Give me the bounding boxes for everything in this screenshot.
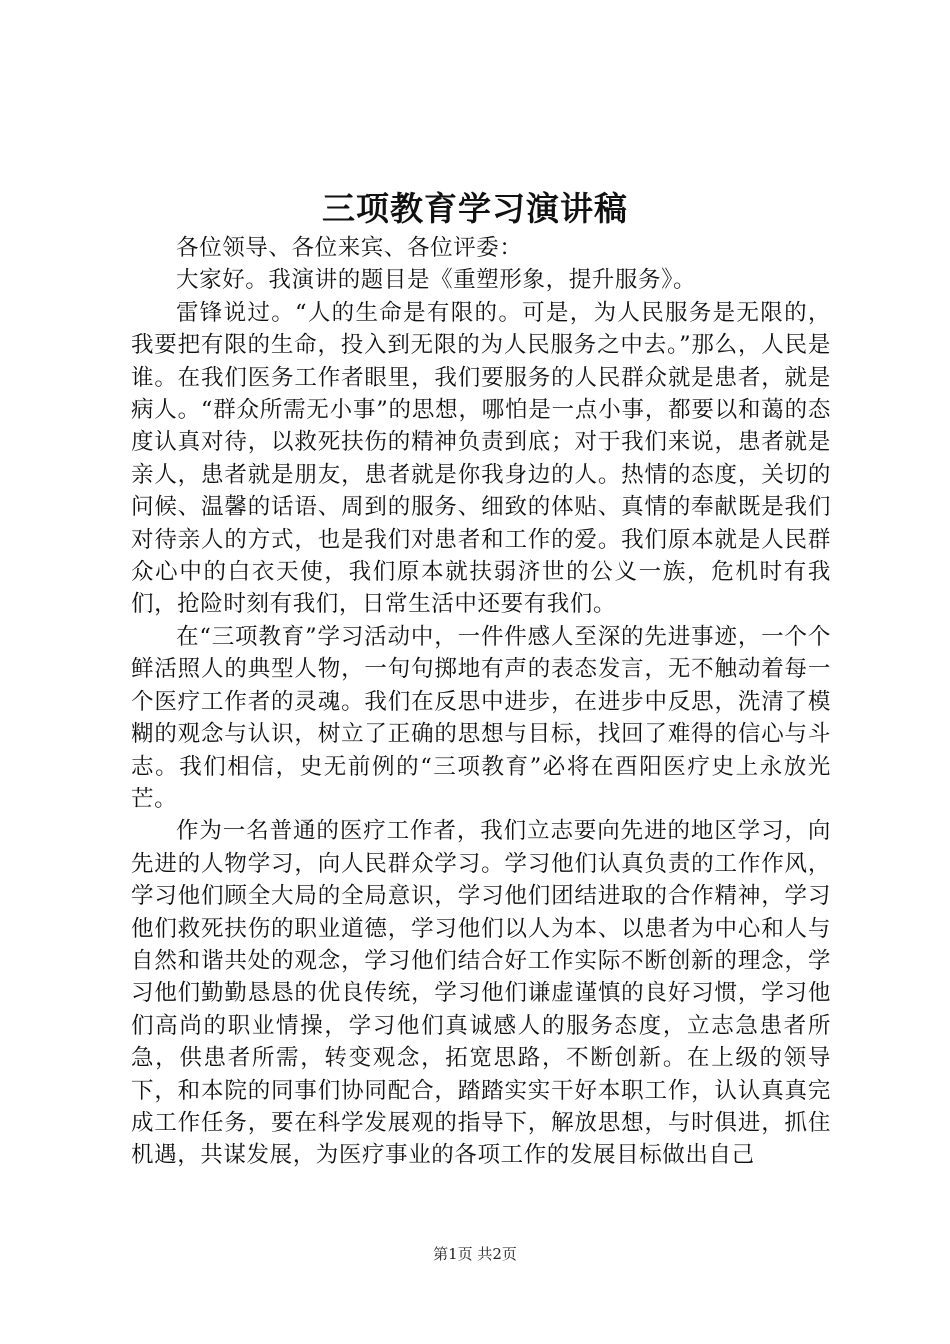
- paragraph-salutation: 各位领导、各位来宾、各位评委：: [176, 235, 523, 261]
- document-title: 三项教育学习演讲稿: [322, 189, 628, 228]
- paragraph-three-education: 在“三项教育”学习活动中，一件件感人至深的先进事迹，一个个鲜活照人的典型人物，一句句掷地有声的表态发言，无不触动着每一个医疗工作者的灵魂。我们在反思中进步，在进步中反思，洗清了模糊的观念与认识，树立了正确的思想与目标，找回了难得的信心与斗志。我们相信，史无前例的“三项教育”必将在酉阳医疗史上永放光芒。: [131, 623, 831, 812]
- paragraph-learning: 作为一名普通的医疗工作者，我们立志要向先进的地区学习，向先进的人物学习，向人民群众学习。学习他们认真负责的工作作风，学习他们顾全大局的全局意识，学习他们团结进取的合作精神，学习他们救死扶伤的职业道德，学习他们以人为本、以患者为中心和人与自然和谐共处的观念，学习他们结合好工作实际不断创新的理念，学习他们勤勤恳恳的优良传统，学习他们谦虚谨慎的良好习惯，学习他们高尚的职业情操，学习他们真诚感人的服务态度，立志急患者所急，供患者所需，转变观念，拓宽思路，不断创新。在上级的领导下，和本院的同事们协同配合，踏踏实实干好本职工作，认认真真完成工作任务，要在科学发展观的指导下，解放思想，与时俱进，抓住机遇，共谋发展，为医疗事业的各项工作的发展目标做出自己: [131, 818, 831, 1169]
- document-body: [131, 232, 831, 1172]
- page-number-footer: 第1页 共2页: [433, 1245, 517, 1263]
- paragraph-greeting: 大家好。我演讲的题目是《重塑形象，提升服务》。: [176, 267, 697, 294]
- paragraph-leifeng: 雷锋说过。“人的生命是有限的。可是，为人民服务是无限的，我要把有限的生命，投入到无限的为人民服务之中去。”那么，人民是谁。在我们医务工作者眼里，我们要服务的人民群众就是患者，就是病人。“群众所需无小事”的思想，哪怕是一点小事，都要以和蔼的态度认真对待，以救死扶伤的精神负责到底；对于我们来说，患者就是亲人，患者就是朋友，患者就是你我身边的人。热情的态度，关切的问候、温馨的话语、周到的服务、细致的体贴、真情的奉献既是我们对待亲人的方式，也是我们对患者和工作的爱。我们原本就是人民群众心中的白衣天使，我们原本就扶弱济世的公义一族，危机时有我们，抢险时刻有我们，日常生活中还要有我们。: [131, 299, 831, 618]
